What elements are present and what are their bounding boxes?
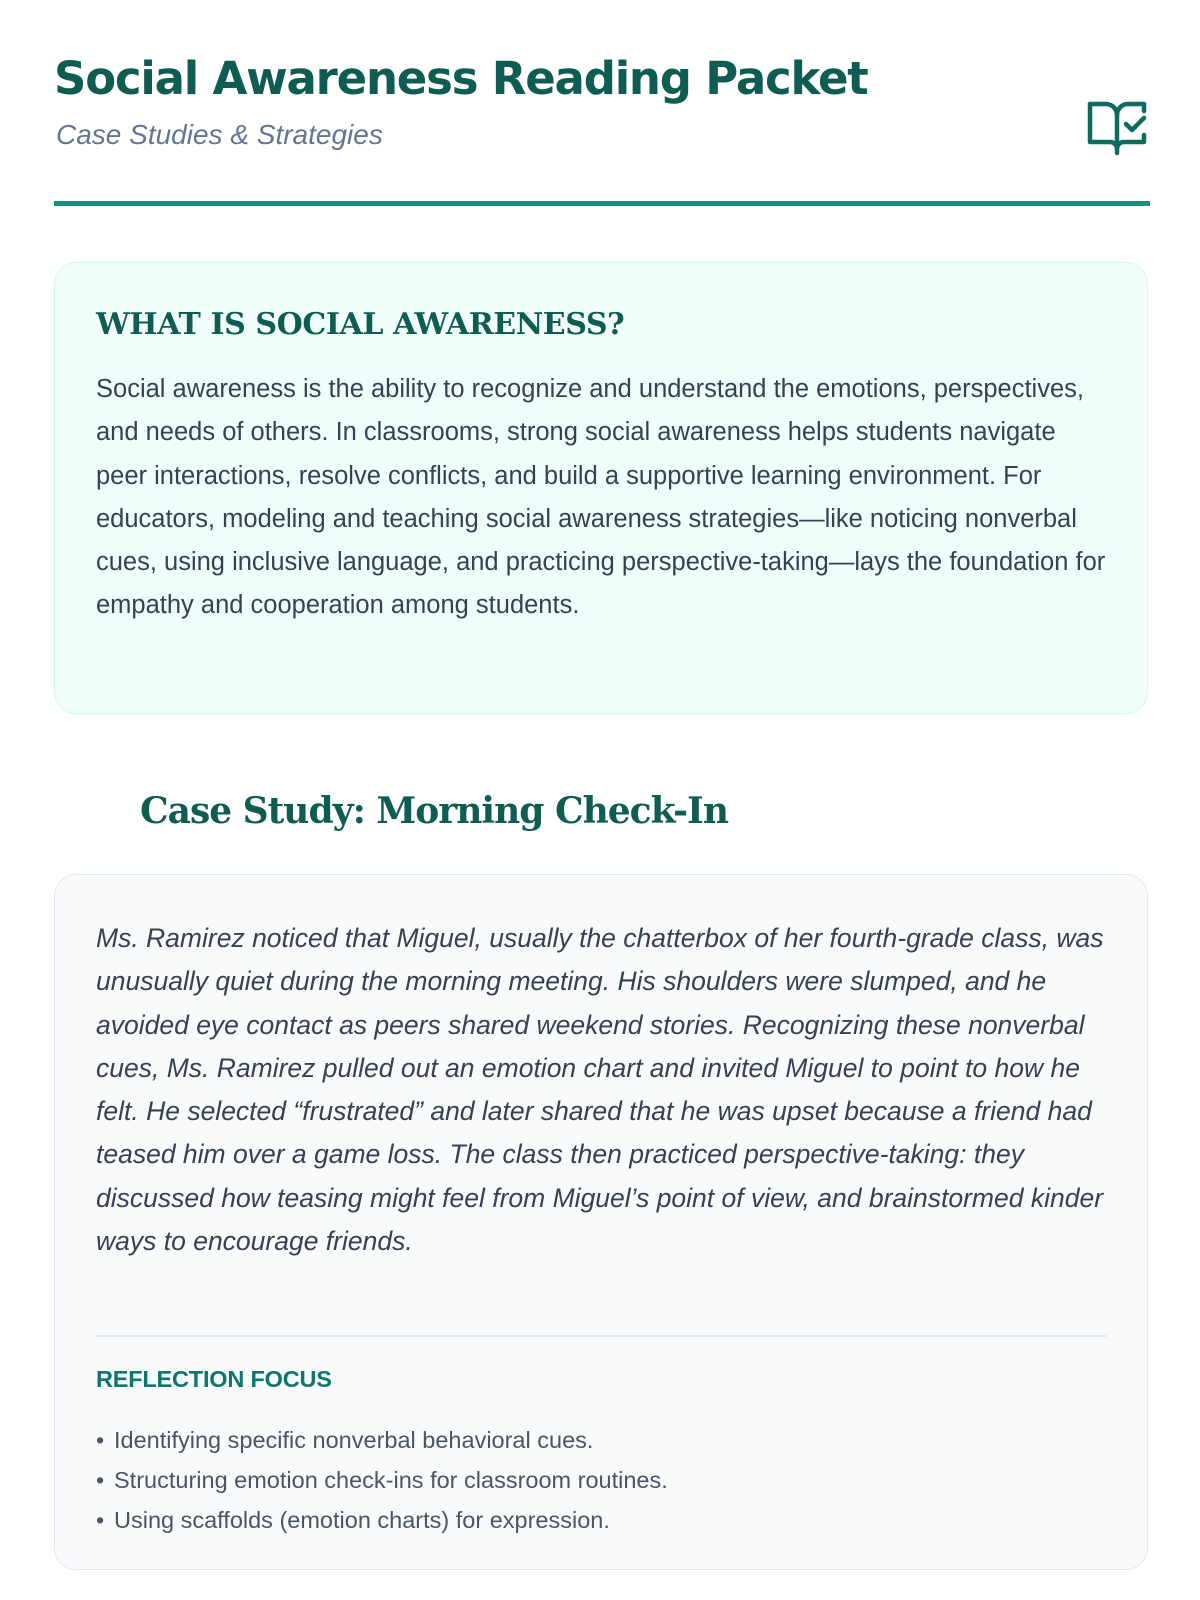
reflection-item xyxy=(96,1500,668,1540)
case-study-heading: Case Study: Morning Check-In xyxy=(140,790,729,832)
book-check-icon xyxy=(1086,98,1148,156)
reflection-item-text: Identifying specific nonverbal behavioral cues. xyxy=(114,1427,594,1453)
reflection-focus-label: REFLECTION FOCUS xyxy=(96,1366,332,1392)
reflection-item-text: Structuring emotion check-ins for classroom routines. xyxy=(114,1467,668,1493)
bullet-icon: • xyxy=(96,1427,105,1453)
case-study-divider xyxy=(96,1335,1106,1337)
packet-header xyxy=(54,0,1150,205)
intro-body: Social awareness is the ability to recognize and understand the emotions, perspectives, and needs of others. In classrooms, strong social awareness helps students navigate peer interactions, resolve conflicts, and build a supportive learning environment. For educators, modeling and teaching social awareness strategies—like noticing nonverbal cues, using inclusive language, and practicing perspective-taking—lays the foundation for empathy and cooperation among students. xyxy=(96,375,1106,620)
page-subtitle: Case Studies & Strategies xyxy=(56,119,383,150)
case-study-story: Ms. Ramirez noticed that Miguel, usually the chatterbox of her fourth-grade class, was unusually quiet during the morning meeting. His shoulders were slumped, and he avoided eye contact as peers shared weekend stories. Recognizing these nonverbal cues, Ms. Ramirez pulled out an emotion chart and invited Miguel to point to how he felt. He selected “frustrated” and later shared that he was upset because a friend had teased him over a game loss. The class then practiced perspective-taking: they discussed how teasing might feel from Miguel’s point of view, and brainstormed kinder ways to encourage friends. xyxy=(96,923,1104,1257)
reflection-focus-list xyxy=(96,1420,668,1540)
reflection-item xyxy=(96,1460,668,1500)
page-title: Social Awareness Reading Packet xyxy=(54,52,868,105)
header-divider xyxy=(54,201,1150,206)
intro-heading: WHAT IS SOCIAL AWARENESS? xyxy=(96,307,625,342)
bullet-icon: • xyxy=(96,1467,105,1493)
reading-packet-page xyxy=(54,0,1150,1533)
case-study-card xyxy=(54,874,1148,1570)
intro-callout xyxy=(54,262,1148,714)
bullet-icon: • xyxy=(96,1507,105,1533)
reflection-item xyxy=(96,1420,668,1460)
reflection-item-text: Using scaffolds (emotion charts) for expression. xyxy=(114,1507,610,1533)
